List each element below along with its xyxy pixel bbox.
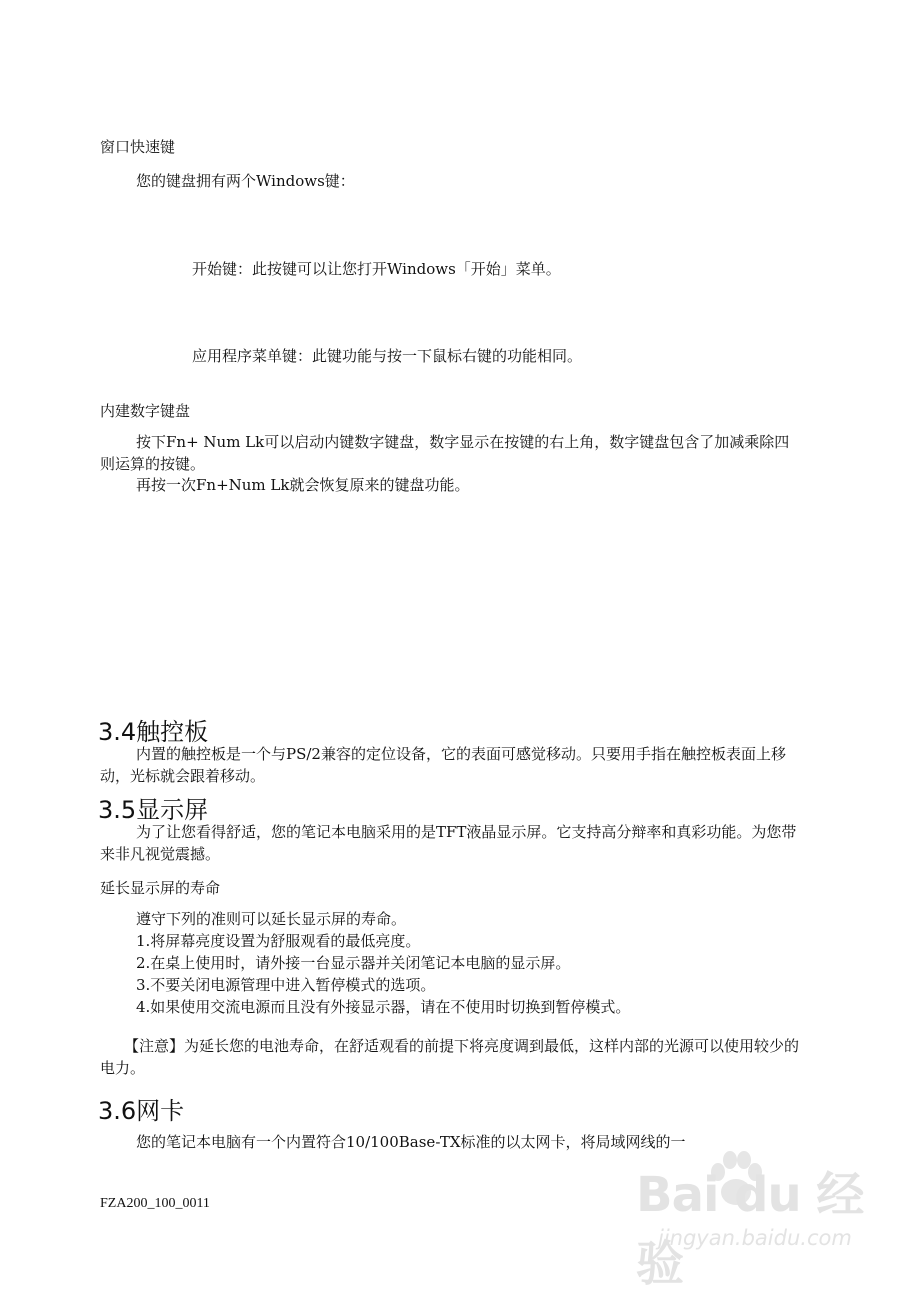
- heading-window-keys: 窗口快速键: [100, 138, 176, 156]
- display-life-intro: 遵守下列的准则可以延长显示屏的寿命。: [136, 910, 407, 928]
- list-item: 1.将屏幕亮度设置为舒服观看的最低亮度。: [136, 932, 421, 950]
- list-item: 2.在桌上使用时，请外接一台显示器并关闭笔记本电脑的显示屏。: [136, 954, 571, 972]
- numpad-paragraph-2: 再按一次Fn+Num Lk就会恢复原来的键盘功能。: [136, 476, 470, 494]
- heading-display: 3.5显示屏: [98, 796, 209, 824]
- window-keys-intro: 您的键盘拥有两个Windows键：: [136, 172, 355, 190]
- app-menu-key-text: 应用程序菜单键：此键功能与按一下鼠标右键的功能相同。: [192, 347, 583, 365]
- heading-touchpad: 3.4触控板: [98, 718, 209, 746]
- start-key-text: 开始键：此按键可以让您打开Windows「开始」菜单。: [192, 260, 561, 278]
- nic-paragraph: 您的笔记本电脑有一个内置符合10/100Base-TX标准的以太网卡，将局域网线的一: [136, 1133, 686, 1151]
- watermark-site: jingyan.baidu.com: [658, 1226, 852, 1250]
- list-item: 3.不要关闭电源管理中进入暂停模式的选项。: [136, 976, 436, 994]
- heading-nic: 3.6网卡: [98, 1097, 185, 1125]
- heading-display-life: 延长显示屏的寿命: [100, 879, 221, 897]
- note-paragraph: 【注意】为延长您的电池寿命，在舒适观看的前提下将亮度调到最低，这样内部的光源可以使用较少的电力。: [100, 1037, 800, 1077]
- list-item: 4.如果使用交流电源而且没有外接显示器，请在不使用时切换到暂停模式。: [136, 998, 631, 1016]
- baidu-jingyan-watermark: [636, 1148, 866, 1292]
- footer-doc-id: FZA200_100_0011: [100, 1196, 210, 1211]
- heading-numpad: 内建数字键盘: [100, 402, 191, 420]
- watermark-logo-text: Bai du 经验: [636, 1167, 864, 1292]
- display-paragraph: 为了让您看得舒适，您的笔记本电脑采用的是TFT液晶显示屏。它支持高分辩率和真彩功能。为您带来非凡视觉震撼。: [100, 823, 797, 863]
- touchpad-paragraph: 内置的触控板是一个与PS/2兼容的定位设备，它的表面可感觉移动。只要用手指在触控板表面上移动，光标就会跟着移动。: [100, 745, 786, 785]
- numpad-paragraph-1: 按下Fn+ Num Lk可以启动内键数字键盘，数字显示在按键的右上角，数字键盘包含了加减乘除四则运算的按键。: [100, 433, 790, 473]
